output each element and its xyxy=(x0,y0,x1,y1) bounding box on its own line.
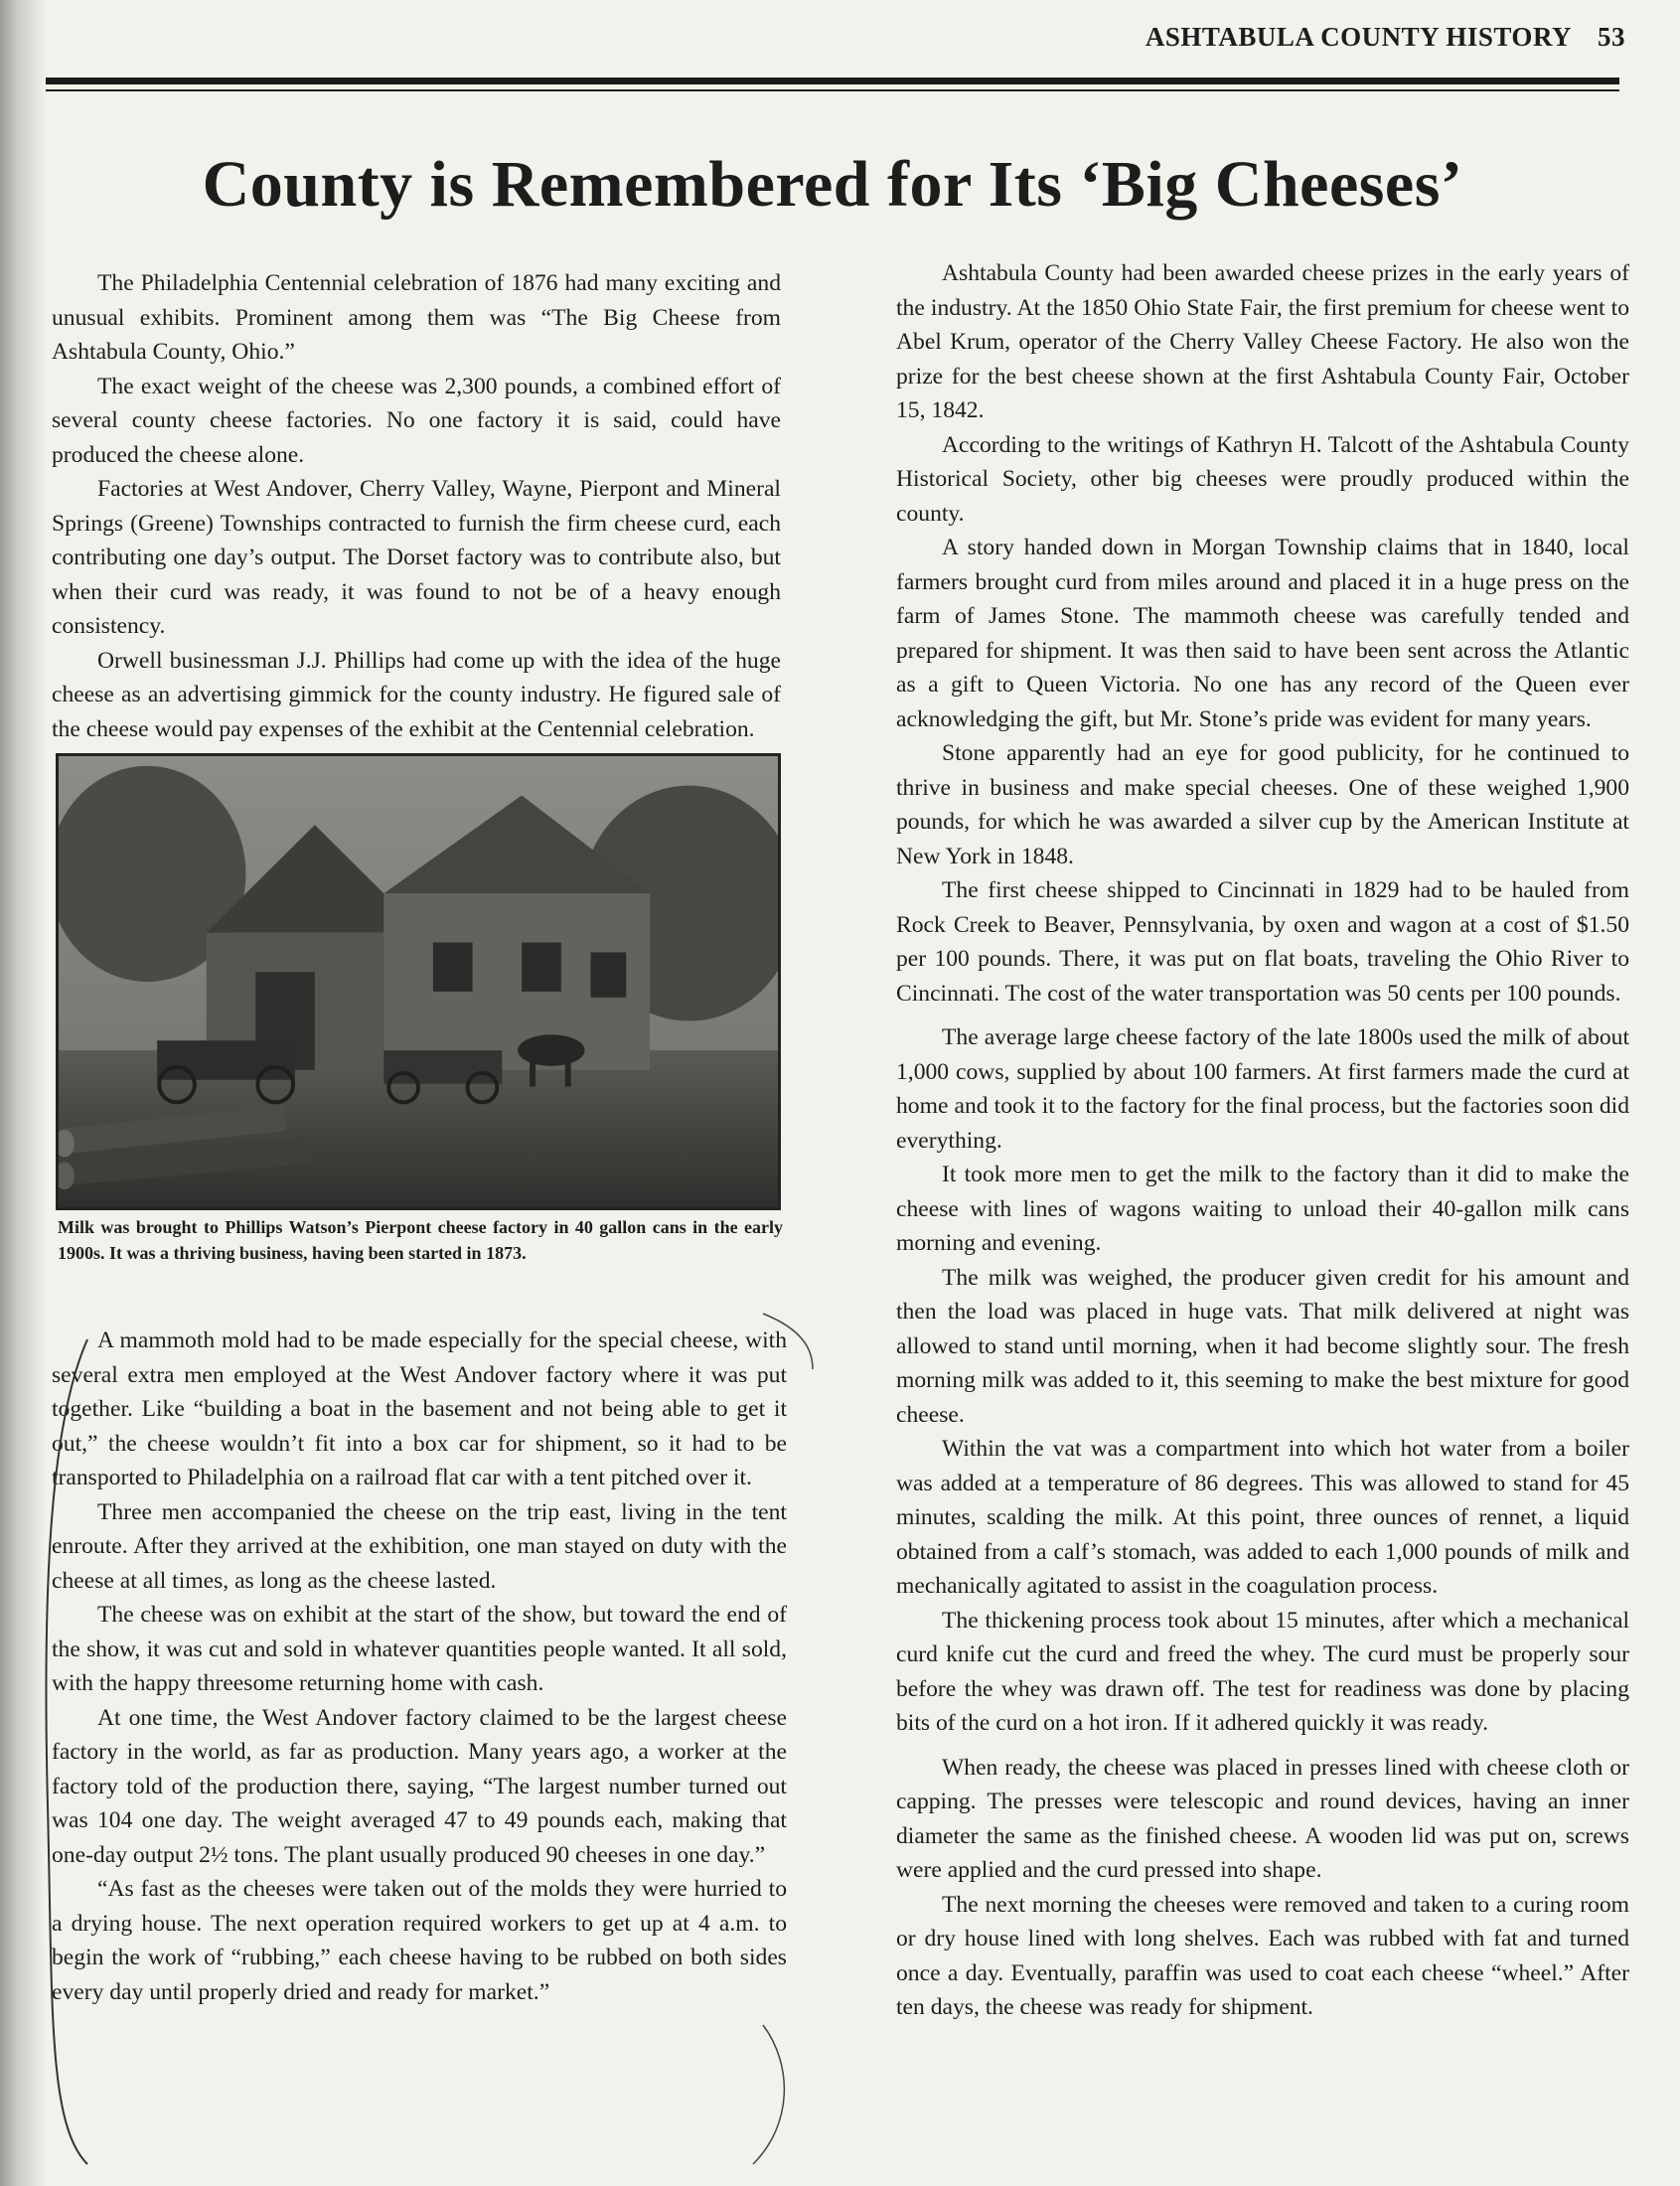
paragraph: At one time, the West Andover factory claimed to be the largest cheese factory in the world, as far as production. Many years ago, a worker at the factory told of the production there, saying, “The largest number turned out was 104 one day. The weight averaged 47 to 49 pounds each, making that one-day output 2½ tons. The plant usually produced 90 cheeses in one day.” xyxy=(52,1704,787,1868)
paragraph: Three men accompanied the cheese on the trip east, living in the tent enroute. After they arrived at the exhibition, one man stayed on duty with the cheese at all times, as long as the cheese lasted. xyxy=(52,1498,787,1594)
paragraph: The cheese was on exhibit at the start of the show, but toward the end of the show, it was cut and sold in whatever quantities people wanted. It all sold, with the happy threesome returning home with cash. xyxy=(52,1602,787,1696)
paragraph: The exact weight of the cheese was 2,300 pounds, a combined effort of several county cheese factories. No one factory it is said, could have produced the cheese alone. xyxy=(52,373,781,468)
paragraph: It took more men to get the milk to the factory than it did to make the cheese with lines of wagons waiting to unload their 40-gallon milk cans morning and evening. xyxy=(896,1162,1629,1256)
paragraph: A mammoth mold had to be made especially for the special cheese, with several extra men employed at the West Andover factory where it was put together. Like “building a boat in the basement and not being able to get it out,” the cheese wouldn’t fit into a box car for shipment, so it had to be transported to Philadelphia on a railroad flat car with a tent pitched over it. xyxy=(52,1327,787,1490)
paragraph: According to the writings of Kathryn H. Talcott of the Ashtabula County Historical Society, other big cheeses were proudly produced within the county. xyxy=(896,431,1629,527)
running-header xyxy=(46,22,1625,53)
paragraph: The milk was weighed, the producer given credit for his amount and then the load was placed in huge vats. That milk delivered at night was allowed to stand until morning, when it had become slightly sour. The fresh morning milk was added to it, this seeming to make the best mixture for good cheese. xyxy=(896,1264,1629,1428)
cheese-factory-photo xyxy=(56,753,781,1210)
photo-caption: Milk was brought to Phillips Watson’s Pierpont cheese factory in 40 gallon cans in the early 1900s. It was a thriving business, having been started in 1873. xyxy=(58,1217,783,1263)
paragraph: The thickening process took about 15 minutes, after which a mechanical curd knife cut the curd and freed the whey. The curd must be properly sour before the whey was drawn off. The test for readiness was done by placing bits of the curd on a hot iron. If it adhered quickly it was ready. xyxy=(896,1607,1629,1736)
paragraph: Ashtabula County had been awarded cheese prizes in the early years of the industry. At the 1850 Ohio State Fair, the first premium for cheese went to Abel Krum, operator of the Cherry Valley Cheese Factory. He also won the prize for the best cheese shown at the first Ashtabula County Fair, October 15, 1842. xyxy=(896,260,1629,423)
paragraph: Orwell businessman J.J. Phillips had come up with the idea of the huge cheese as an advertising gimmick for the county industry. He figured sale of the cheese would pay expenses of the exhibit at the Centennial celebration. xyxy=(52,647,781,742)
paragraph: The average large cheese factory of the late 1800s used the milk of about 1,000 cows, supplied by about 100 farmers. At first farmers made the curd at home and took it to the factory for the final process, but the factories soon did everything. xyxy=(896,1024,1629,1154)
paragraph: Stone apparently had an eye for good publicity, for he continued to thrive in business and make special cheeses. One of these weighed 1,900 pounds, for which he was awarded a silver cup by the American Institute at New York in 1848. xyxy=(896,740,1629,869)
publication-name: ASHTABULA COUNTY HISTORY xyxy=(1145,22,1572,52)
left-column-top xyxy=(52,266,781,746)
header-rule-thin xyxy=(46,89,1619,91)
page-number: 53 xyxy=(1598,22,1625,52)
paragraph: A story handed down in Morgan Township claims that in 1840, local farmers brought curd from miles around and placed it in a huge press on the farm of James Stone. The mammoth cheese was carefully tended and prepared for shipment. It was then said to have been sent across the Atlantic as a gift to Queen Victoria. No one has any record of the Queen ever acknowledging the gift, but Mr. Stone’s pride was evident for many years. xyxy=(896,535,1629,732)
left-column-bottom xyxy=(52,1324,787,2009)
paragraph: The next morning the cheeses were removed and taken to a curing room or dry house lined with long shelves. Each was rubbed with fat and turned once a day. Eventually, paraffin was used to coat each cheese “wheel.” After ten days, the cheese was ready for shipment. xyxy=(896,1891,1629,2020)
right-column xyxy=(896,256,1629,2025)
paragraph: When ready, the cheese was placed in presses lined with cheese cloth or capping. The presses were telescopic and round devices, having an inner diameter the same as the finished cheese. A wooden lid was put on, screws were applied and the curd pressed into shape. xyxy=(896,1754,1629,1883)
paragraph: “As fast as the cheeses were taken out of the molds they were hurried to a drying house. The next operation required workers to get up at 4 a.m. to begin the work of “rubbing,” each cheese having to be rubbed on both sides every day until properly dried and ready for market.” xyxy=(52,1876,787,2005)
paragraph: Within the vat was a compartment into which hot water from a boiler was added at a temperature of 86 degrees. This was allowed to stand for 45 minutes, scalding the milk. At this point, three ounces of rennet, a liquid obtained from a calf’s stomach, was added to each 1,000 pounds of milk and mechanically agitated to assist in the coagulation process. xyxy=(896,1436,1629,1599)
paragraph: The Philadelphia Centennial celebration of 1876 had many exciting and unusual exhibits. Prominent among them was “The Big Cheese from Ashtabula County, Ohio.” xyxy=(52,270,781,365)
scan-edge-shadow xyxy=(0,0,46,2186)
header-rule-thick xyxy=(46,78,1619,84)
paragraph: Factories at West Andover, Cherry Valley, Wayne, Pierpont and Mineral Springs (Greene) Townships contracted to furnish the firm cheese curd, each contributing one day’s output. The Dorset factory was to contribute also, but when their curd was ready, it was found to not be of a heavy enough consistency. xyxy=(52,476,781,639)
paragraph: The first cheese shipped to Cincinnati in 1829 had to be hauled from Rock Creek to Beaver, Pennsylvania, by oxen and wagon at a cost of $1.50 per 100 pounds. There, it was put on flat boats, traveling the Ohio River to Cincinnati. The cost of the water transportation was 50 cents per 100 pounds. xyxy=(896,877,1629,1007)
article-headline: County is Remembered for Its ‘Big Cheeses’ xyxy=(202,148,1463,221)
